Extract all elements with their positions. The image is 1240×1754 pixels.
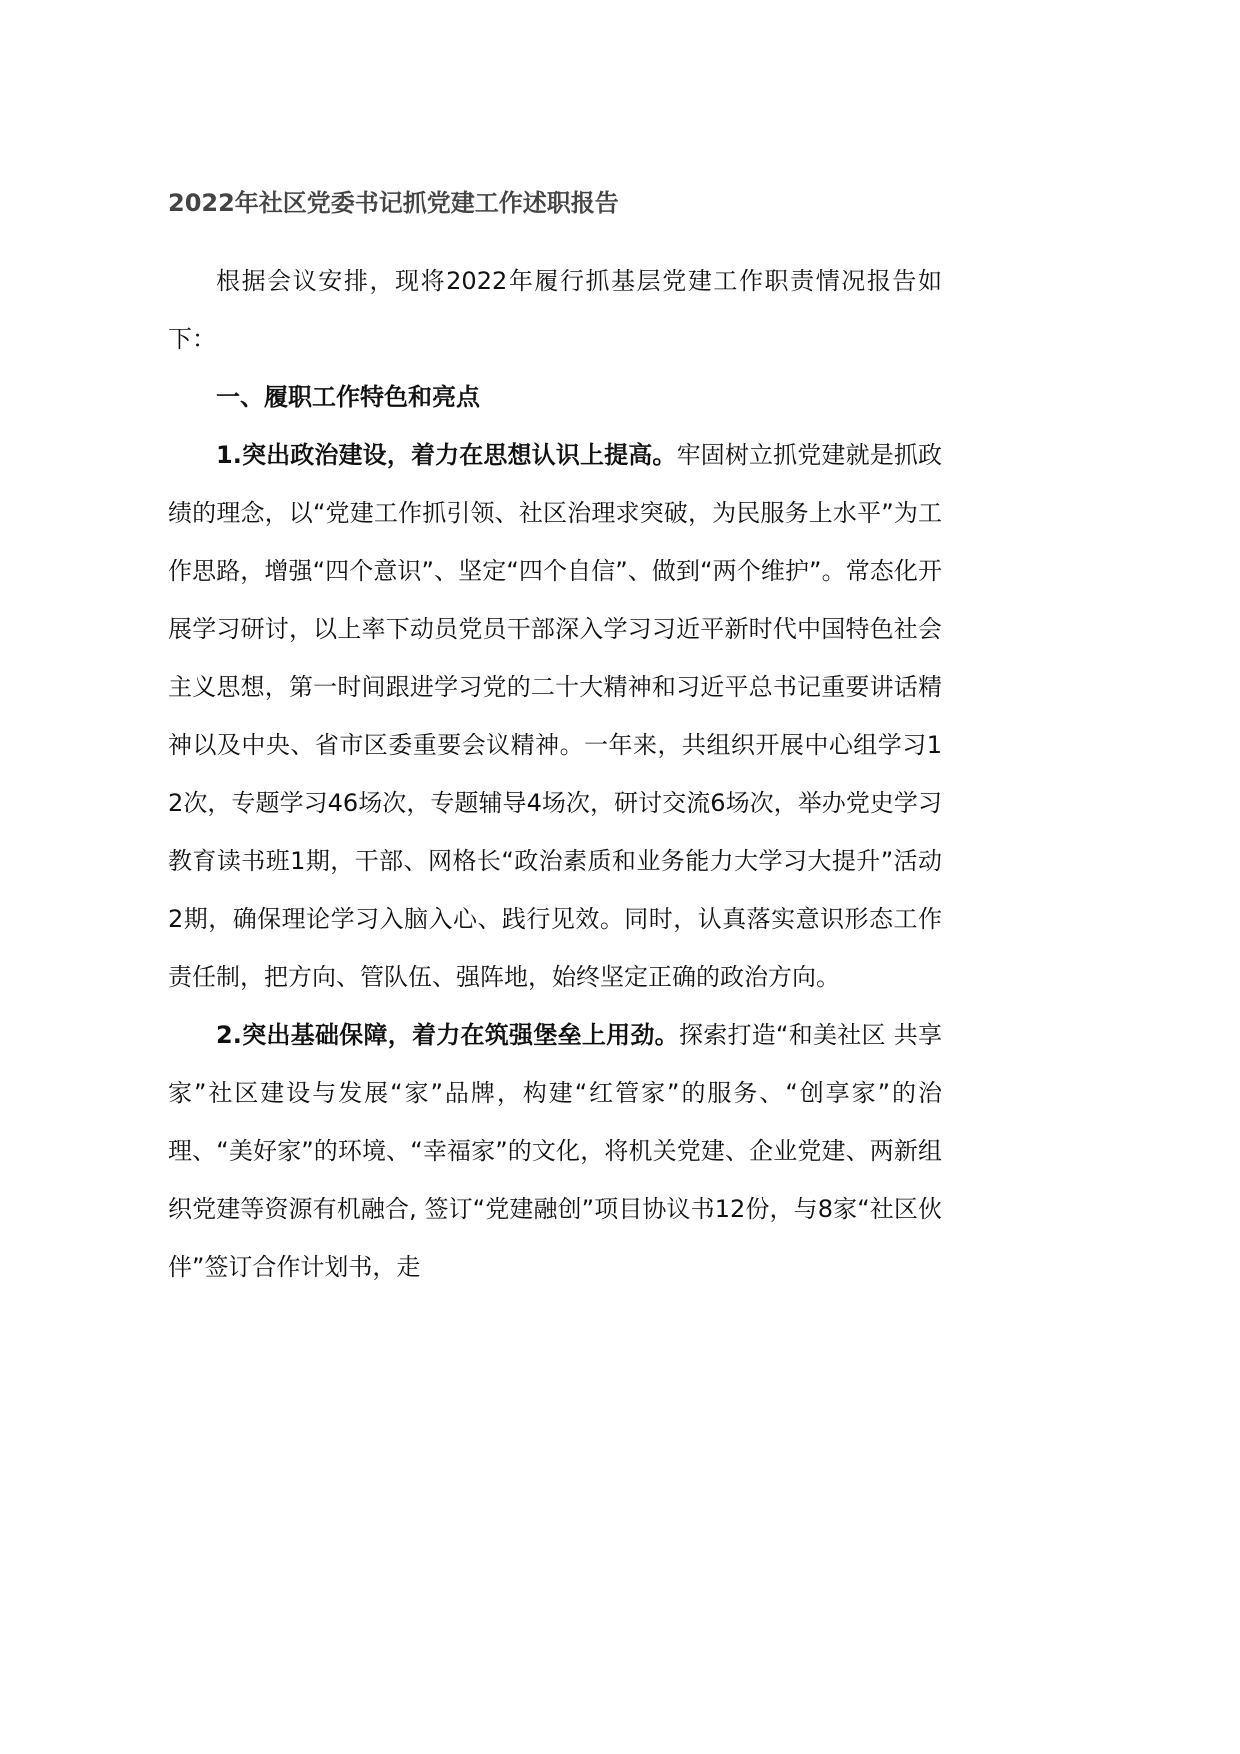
- item-lead-1: 1.突出政治建设，着力在思想认识上提高。: [216, 441, 677, 469]
- item-body-2: 探索打造“和美社区 共享家”社区建设与发展“家”品牌，构建“红管家”的服务、“创享家”的治理、“美好家”的环境、“幸福家”的文化，将机关党建、企业党建、两新组织党建等资源有机融合, 签订“党建融创”项目协议书12份，与8家“社区伙伴”签订合作计划书，走: [168, 1021, 942, 1281]
- item-paragraph-1: [168, 426, 942, 1006]
- intro-paragraph: 根据会议安排，现将2022年履行抓基层党建工作职责情况报告如下：: [168, 267, 942, 353]
- document-title: 2022年社区党委书记抓党建工作述职报告: [168, 189, 619, 217]
- item-lead-2: 2.突出基础保障，着力在筑强堡垒上用劲。: [216, 1021, 679, 1049]
- document-page: [168, 180, 942, 1296]
- item-paragraph-2: [168, 1006, 942, 1296]
- section-heading: 一、履职工作特色和亮点: [216, 383, 480, 411]
- item-body-1: 牢固树立抓党建就是抓政绩的理念，以“党建工作抓引领、社区治理求突破，为民服务上水平”为工作思路，增强“四个意识”、坚定“四个自信”、做到“两个维护”。常态化开展学习研讨，以上率下动员党员干部深入学习习近平新时代中国特色社会主义思想，第一时间跟进学习党的二十大精神和习近平总书记重要讲话精神以及中央、省市区委重要会议精神。一年来，共组织开展中心组学习12次，专题学习46场次，专题辅导4场次，研讨交流6场次，举办党史学习教育读书班1期，干部、网格长“政治素质和业务能力大学习大提升”活动2期，确保理论学习入脑入心、践行见效。同时，认真落实意识形态工作责任制，把方向、管队伍、强阵地，始终坚定正确的政治方向。: [168, 441, 943, 991]
